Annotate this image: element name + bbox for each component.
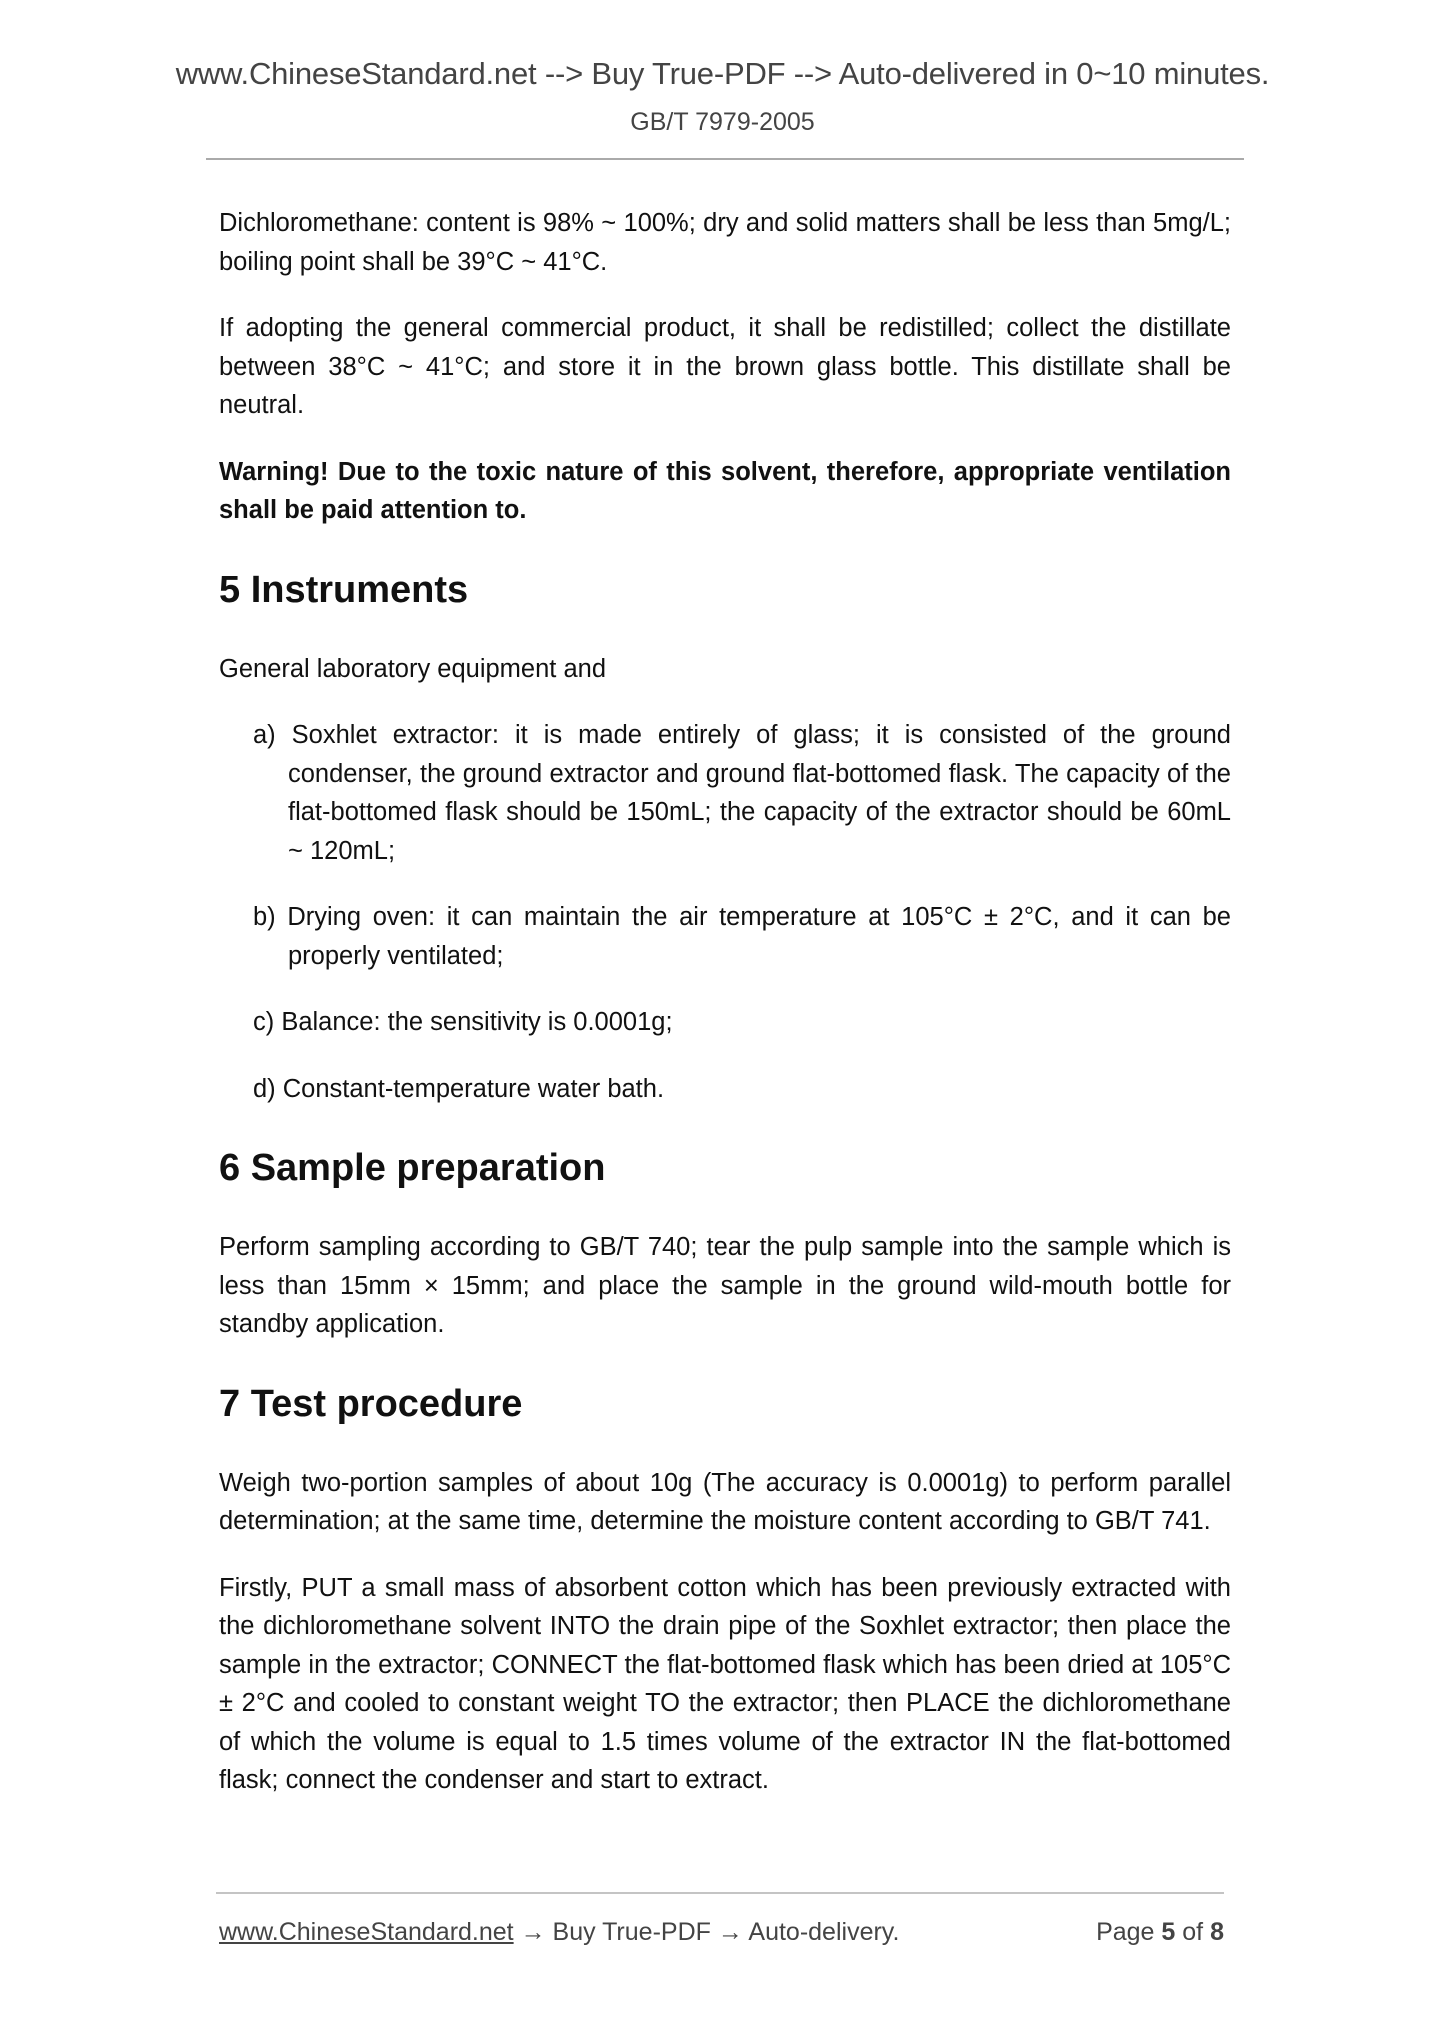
page-of: of: [1182, 1918, 1204, 1946]
standard-code: GB/T 7979-2005: [630, 108, 815, 136]
footer-divider: [216, 1892, 1224, 1894]
header-divider: [206, 158, 1244, 160]
footer-tagline: → Buy True-PDF → Auto-delivery.: [513, 1918, 900, 1946]
instrument-list: [253, 716, 1231, 1108]
list-item: b) Drying oven: it can maintain the air temperature at 105°C ± 2°C, and it can be properly ventilated;: [253, 903, 1231, 970]
section-5-heading: 5 Instruments: [219, 568, 469, 611]
paragraph-dichloromethane: Dichloromethane: content is 98% ~ 100%; dry and solid matters shall be less than 5mg/L; boiling point shall be 39°C ~ 41°C.: [219, 209, 1231, 276]
section-7-para-2: Firstly, PUT a small mass of absorbent cotton which has been previously extracted with the dichloromethane solvent INTO the drain pipe of the Soxhlet extractor; then place the sample in the extractor; CONNECT the flat-bottomed flask which has been dried at 105°C ± 2°C and cooled to constant weight TO the extractor; then PLACE the dichloromethane of which the volume is equal to 1.5 times volume of the extractor IN the flat-bottomed flask; connect the condenser and start to extract.: [219, 1573, 1231, 1794]
list-item: a) Soxhlet extractor: it is made entirely of glass; it is consisted of the ground condenser, the ground extractor and ground flat-bottomed flask. The capacity of the flat-bottomed flask should be 150mL; the capacity of the extractor should be 60mL ~ 120mL;: [253, 721, 1231, 865]
page-content: [219, 204, 1231, 1828]
footer: [219, 1918, 1224, 1947]
list-item: c) Balance: the sensitivity is 0.0001g;: [253, 1008, 673, 1036]
page-label: Page: [1096, 1918, 1155, 1946]
section-7-para-1: Weigh two-portion samples of about 10g (The accuracy is 0.0001g) to perform parallel determination; at the same time, determine the moisture content according to GB/T 741.: [219, 1468, 1231, 1535]
page-indicator: [1096, 1918, 1224, 1947]
section-7-heading: 7 Test procedure: [219, 1382, 523, 1425]
section-6-heading: 6 Sample preparation: [219, 1147, 606, 1189]
footer-site-link[interactable]: www.ChineseStandard.net: [219, 1918, 514, 1946]
footer-left: [219, 1918, 899, 1947]
warning-text: Warning! Due to the toxic nature of this solvent, therefore, appropriate ventilation shall be paid attention to.: [219, 457, 1231, 524]
page-current: 5: [1161, 1918, 1176, 1946]
header-banner: www.ChineseStandard.net --> Buy True-PDF --> Auto-delivered in 0~10 minutes.: [175, 56, 1270, 91]
section-6-text: Perform sampling according to GB/T 740; tear the pulp sample into the sample which is less than 15mm × 15mm; and place the sample in the ground wild-mouth bottle for standby application.: [219, 1233, 1231, 1338]
section-5-intro: General laboratory equipment and: [219, 654, 606, 683]
page-total: 8: [1210, 1918, 1224, 1946]
paragraph-commercial-product: If adopting the general commercial product, it shall be redistilled; collect the distillate between 38°C ~ 41°C; and store it in the brown glass bottle. This distillate shall be neutral.: [219, 314, 1231, 419]
list-item: d) Constant-temperature water bath.: [253, 1074, 665, 1103]
